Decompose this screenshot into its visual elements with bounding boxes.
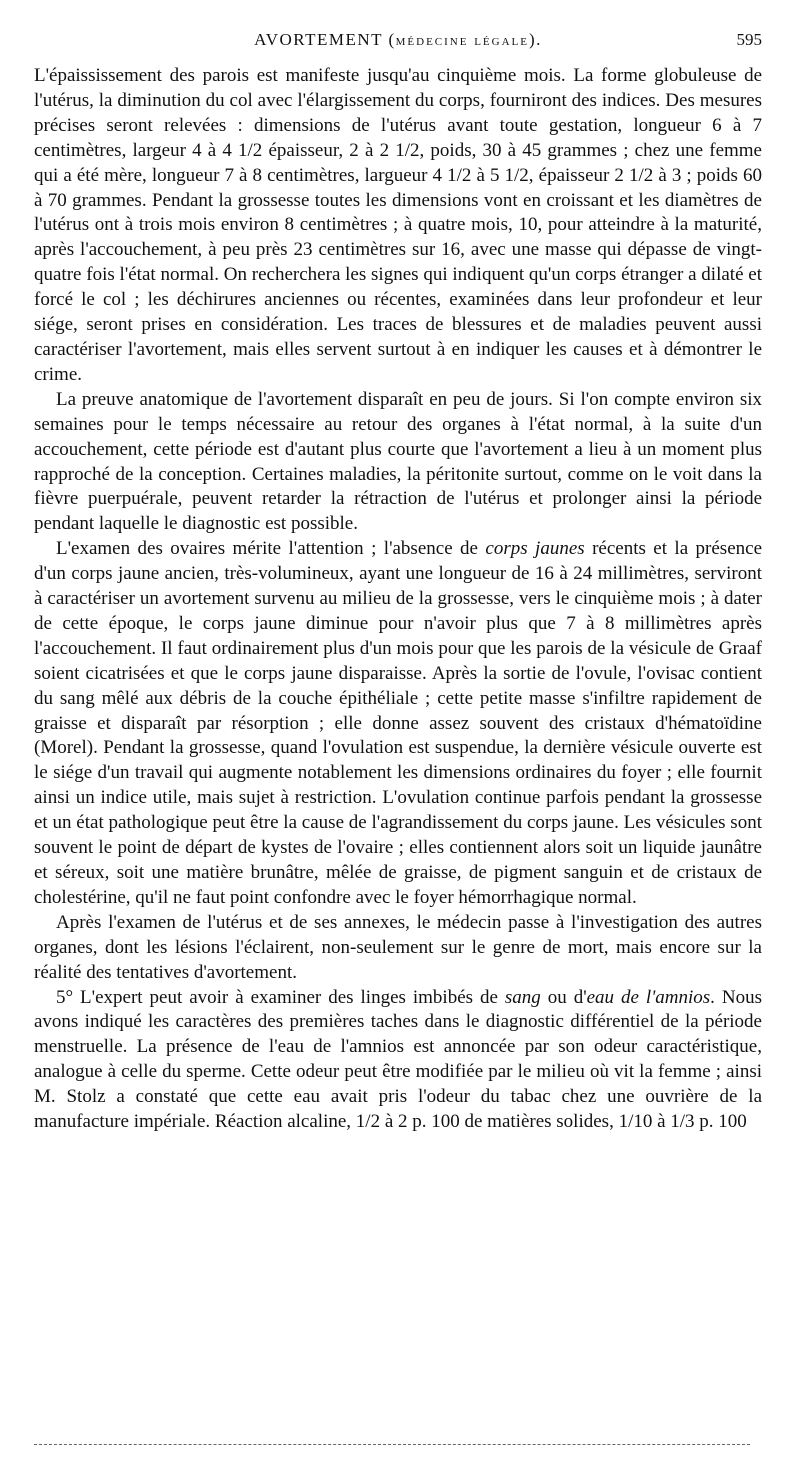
paragraph-3-emphasis: corps jaunes (485, 538, 585, 560)
paragraph-5-text-mid: ou d' (540, 986, 587, 1008)
body-text (34, 64, 762, 1135)
running-header (34, 30, 762, 60)
running-title (34, 30, 762, 50)
paragraph-5 (34, 986, 762, 1135)
paragraph-1: L'épaississement des parois est manifeste jusqu'au cinquième mois. La forme globuleuse de l'utérus, la diminution du col avec l'élargissement du corps, fourniront des indices. Des mesures précises seront relevées : dimensions de l'utérus avant toute gestation, longueur 6 à 7 centimètres, largeur 4 à 4 1/2 épaisseur, 2 à 2 1/2, poids, 30 à 45 grammes ; chez une femme qui a été mère, longueur 7 à 8 centimètres, largueur 4 1/2 à 5 1/2, épaisseur 2 1/2 à 3 ; poids 60 à 70 grammes. Pendant la grossesse toutes les dimensions vont en croissant et les diamètres de l'utérus ont à trois mois environ 8 centimètres ; à quatre mois, 10, pour atteindre à la maturité, après l'accouchement, à peu près 23 centimètres sur 16, avec une masse qui dépasse de vingt-quatre fois l'état normal. On recherchera les signes qui indiquent qu'un corps étranger a dilaté et forcé le col ; les déchirures anciennes ou récentes, examinées dans leur profondeur et leur siége, seront prises en considération. Les traces de blessures et de maladies peuvent aussi caractériser l'avortement, mais elles servent surtout à en indiquer les causes et à démontrer le crime. (34, 65, 762, 385)
paragraph-3 (34, 537, 762, 911)
running-title-paren-open: ( (382, 30, 396, 49)
paragraph-3-text-after: récents et la présence d'un corps jaune ancien, très-volumineux, ayant une longueur de 16 à 24 millimètres, serviront à caractériser un avortement survenu au milieu de la grossesse, vers le cinquième mois ; à dater de cette époque, le corps jaune diminue pour n'avoir plus que 7 à 8 millimètres après l'accouchement. Il faut ordinairement plus d'un mois pour que les parois de la vésicule de Graaf soient cicatrisées et que le corps jaune disparaisse. Après la sortie de l'ovule, l'ovisac contient du sang mêlé aux débris de la couche épithéliale ; cette petite masse s'infiltre rapidement de graisse et disparaît par résorption ; elle donne assez souvent des cristaux d'hématoïdine (Morel). Pendant la grossesse, quand l'ovulation est suspendue, la dernière vésicule ouverte est le siége d'un travail qui augmente notablement les dimensions ordinaires du foyer ; elle fournit ainsi un indice utile, mais sujet à restriction. L'ovulation continue parfois pendant la grossesse et un état pathologique peut être la cause de l'agrandissement du corps jaune. Les vésicules sont souvent le point de départ de kystes de l'ovaire ; elles contiennent alors soit un liquide jaunâtre et séreux, soit une matière brunâtre, mêlée de graisse, de pigment sanguin et de cristaux de cholestérine, qu'il ne faut point confondre avec le foyer hémorrhagique normal. (34, 538, 763, 908)
running-title-paren-close: ). (528, 30, 542, 49)
paragraph-4: Après l'examen de l'utérus et de ses annexes, le médecin passe à l'investigation des autres organes, dont les lésions l'éclairent, non-seulement sur le genre de mort, mais encore sur la réalité des tentatives d'avortement. (34, 911, 762, 983)
footer-dotted-rule (34, 1444, 750, 1445)
paragraph-5-emphasis-amnios: eau de l'amnios (586, 986, 711, 1008)
paragraph-5-text-after: . Nous avons indiqué les caractères des premières taches dans le diagnostic différentiel de la période menstruelle. La présence de l'eau de l'amnios est annoncée par son odeur caractéristique, analogue à celle du sperme. Cette odeur peut être modifiée par le milieu où vit la femme ; ainsi M. Stolz a constaté que cette eau avait pris l'odeur du tabac chez une ouvrière de la manufacture impériale. Réaction alcaline, 1/2 à 2 p. 100 de matières solides, 1/10 à 1/3 p. 100 (34, 986, 762, 1133)
running-title-main: AVORTEMENT (254, 30, 383, 49)
paragraph-3-text-before: L'examen des ovaires mérite l'attention ; l'absence de (56, 538, 486, 560)
paragraph-5-text-before: 5° L'expert peut avoir à examiner des linges imbibés de (56, 986, 505, 1008)
paragraph-5-emphasis-sang: sang (504, 986, 541, 1008)
paragraph-2: La preuve anatomique de l'avortement disparaît en peu de jours. Si l'on compte environ six semaines pour le temps nécessaire au retour des organes à l'état normal, à la suite d'un accouchement, cette période est d'autant plus courte que l'avortement a lieu à un moment plus rapproché de la conception. Certaines maladies, la péritonite surtout, comme on le voit dans la fièvre puerpuérale, peuvent retarder la rétraction de l'utérus et prolonger ainsi la période pendant laquelle le diagnostic est possible. (34, 388, 762, 535)
page-number: 595 (736, 30, 762, 49)
running-title-subtitle: médecine légale (395, 33, 529, 49)
